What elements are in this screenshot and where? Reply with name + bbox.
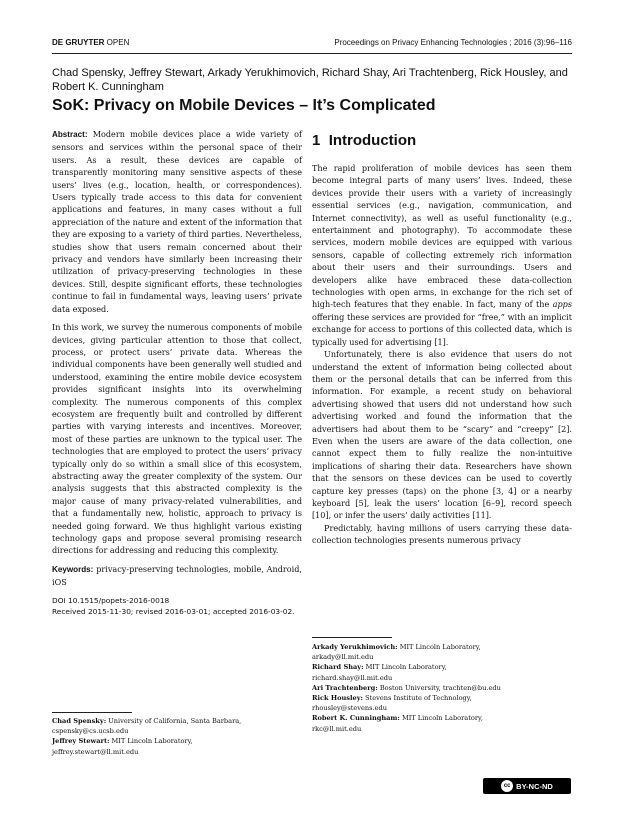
intro-paragraph-2: Unfortunately, there is also evidence that users do not understand the extent of information being collected about them or the personal details that can be inferred from this information. For example, a recent study on behavioral advertising showed that users did not understand how such advertising worked and found the information that the advertisers had about them to be “scary” and “creepy” [2]. Even when the users are aware of the data collection, one cannot expect them to fully realize the non-intuitive implications of sharing their data. Researchers have shown that the sensors on these devices can be used to covertly capture key presses (taps) on the phone [3, 4] or a nearby keyboard [5], leak the users’ location [6–9], record speech [10], or infer the users’ daily activities [11]. — [312, 349, 572, 521]
footnote-author: Rick Housley: — [312, 694, 363, 703]
footnote-author: Ari Trachtenberg: — [312, 683, 378, 692]
cc-license-badge[interactable] — [483, 778, 571, 794]
footnote-email: cspensky@cs.ucsb.edu — [52, 727, 129, 736]
footnotes-left — [52, 716, 302, 757]
footnote-item — [312, 683, 572, 693]
publisher — [52, 38, 129, 47]
publisher-bold: DE GRUYTER — [52, 38, 105, 47]
running-header — [52, 38, 572, 52]
footnote-affiliation: MIT Lincoln Laboratory, — [109, 737, 193, 746]
intro-p1-start: The rapid proliferation of mobile devices has seen them become integral parts of many users’ lives. Indeed, these devices provide their users with a variety of increasingly essential services (e.g., navigation, communication, and Internet connectivity), as well as useful functionality (e.g., entertainment and photography). To accommodate these services, modern mobile devices are equipped with various sensors, capable of collecting extremely rich information about their users and their surroundings. Users and developers alike have embraced these data-collection technologies with open arms, in exchange for the rich set of high-tech features that they enable. In fact, many of the — [312, 163, 572, 310]
header-rule — [52, 53, 572, 54]
intro-paragraph-3: Predictably, having millions of users carrying these data-collection technologies presents numerous privacy — [312, 522, 572, 546]
journal-citation: Proceedings on Privacy Enhancing Technologies ; 2016 (3):96–116 — [334, 38, 572, 47]
footnote-author: Jeffrey Stewart: — [52, 737, 110, 746]
keywords — [52, 563, 302, 589]
footnote-item — [312, 642, 572, 652]
keywords-text: privacy-preserving technologies, mobile, Android, iOS — [52, 563, 302, 588]
author-list: Chad Spensky, Jeffrey Stewart, Arkady Yerukhimovich, Richard Shay, Ari Trachtenberg, Rick Housley, and Robert K. Cunningham — [52, 67, 568, 93]
footnote-rule-right — [312, 637, 392, 638]
keywords-label: Keywords: — [52, 564, 94, 574]
footnote-item — [312, 693, 572, 703]
publisher-rest: OPEN — [104, 38, 130, 47]
footnote-author: Chad Spensky: — [52, 717, 107, 725]
footnote-affiliation: MIT Lincoln Laboratory, — [397, 643, 481, 651]
abstract-label: Abstract: — [52, 130, 88, 139]
doi: DOI 10.1515/popets-2016-0018 — [52, 595, 170, 605]
footnote-email: richard.shay@ll.mit.edu — [312, 673, 393, 682]
footnote-author: Arkady Yerukhimovich: — [312, 643, 398, 651]
left-column — [52, 128, 302, 617]
intro-p1-emphasis: apps — [552, 299, 572, 310]
paper-title: SoK: Privacy on Mobile Devices – It’s Complicated — [52, 97, 436, 114]
footnote-affiliation: University of California, Santa Barbara, — [106, 717, 242, 725]
footnote-author: Robert K. Cunningham: — [312, 714, 400, 723]
abstract-text-1: Modern mobile devices place a wide variety of sensors and services within the personal space of their users. As a result, these devices are capable of transparently monitoring many sensitive aspects of these users’ lives (e.g., location, health, or correspondences). Users typically trade access to this data for convenient applications and features, in many cases without a full appreciation of the nature and extent of the information that they are exposing to a variety of third parties. Nevertheless, studies show that users remain concerned about their privacy and vendors have similarly been increasing their utilization of privacy-preserving technologies in these devices. Still, despite significant efforts, these technologies continue to fail in fundamental ways, leaving users’ private data exposed. — [52, 129, 302, 314]
footnote-author: Richard Shay: — [312, 663, 364, 672]
received-dates: Received 2015-11-30; revised 2016-03-01; accepted 2016-03-02. — [52, 606, 295, 616]
footnote-item — [312, 662, 572, 672]
footnote-affiliation: Boston University, trachten@bu.edu — [377, 683, 501, 692]
intro-p1-end: offering these services are provided for “free,” with an implicit exchange for access to portions of this collected data, which is typically used for advertising [1]. — [312, 311, 572, 347]
section-number: 1 — [312, 132, 321, 149]
footnotes-right — [312, 642, 572, 734]
footnote-item — [52, 736, 302, 746]
footnote-email: rhousley@stevens.edu — [312, 704, 387, 713]
footnote-email: jeffrey.stewart@ll.mit.edu — [52, 747, 139, 756]
creative-commons-icon: cc — [501, 780, 513, 792]
abstract-paragraph-1 — [52, 128, 302, 315]
abstract-paragraph-2: In this work, we survey the numerous components of mobile devices, giving particular attention to those that collect, process, or protect users’ private data. Whereas the individual components have been generally well studied and understood, examining the entire mobile device ecosystem provides significant insights into its overwhelming complexity. The numerous components of this complex ecosystem are frequently built and controlled by different parties with varying interests and incentives. Moreover, most of these parties are unknown to the typical user. The technologies that are employed to protect the users’ privacy typically only do so within a small slice of this ecosystem, abstracting away the greater complexity of the system. Our analysis suggests that this abstracted complexity is the major cause of many privacy-related vulnerabilities, and that a fundamentally new, holistic, approach to privacy is needed going forward. We thus highlight various existing technology gaps and propose several promising research directions for addressing and reducing this complexity. — [52, 322, 302, 556]
footnote-rule-left — [52, 712, 132, 713]
footnote-item — [312, 713, 572, 723]
footnote-email: rkc@ll.mit.edu — [312, 724, 362, 733]
footnote-affiliation: MIT Lincoln Laboratory, — [363, 663, 447, 672]
footnote-affiliation: MIT Lincoln Laboratory, — [399, 714, 483, 723]
right-column — [312, 162, 572, 547]
license-text: BY-NC-ND — [516, 781, 553, 791]
footnote-item — [52, 716, 302, 726]
footnote-affiliation: Stevens Institute of Technology, — [362, 694, 472, 703]
intro-paragraph-1 — [312, 162, 572, 348]
section-heading — [312, 132, 416, 149]
section-title: Introduction — [328, 132, 417, 149]
footnote-email: arkady@ll.mit.edu — [312, 653, 374, 662]
